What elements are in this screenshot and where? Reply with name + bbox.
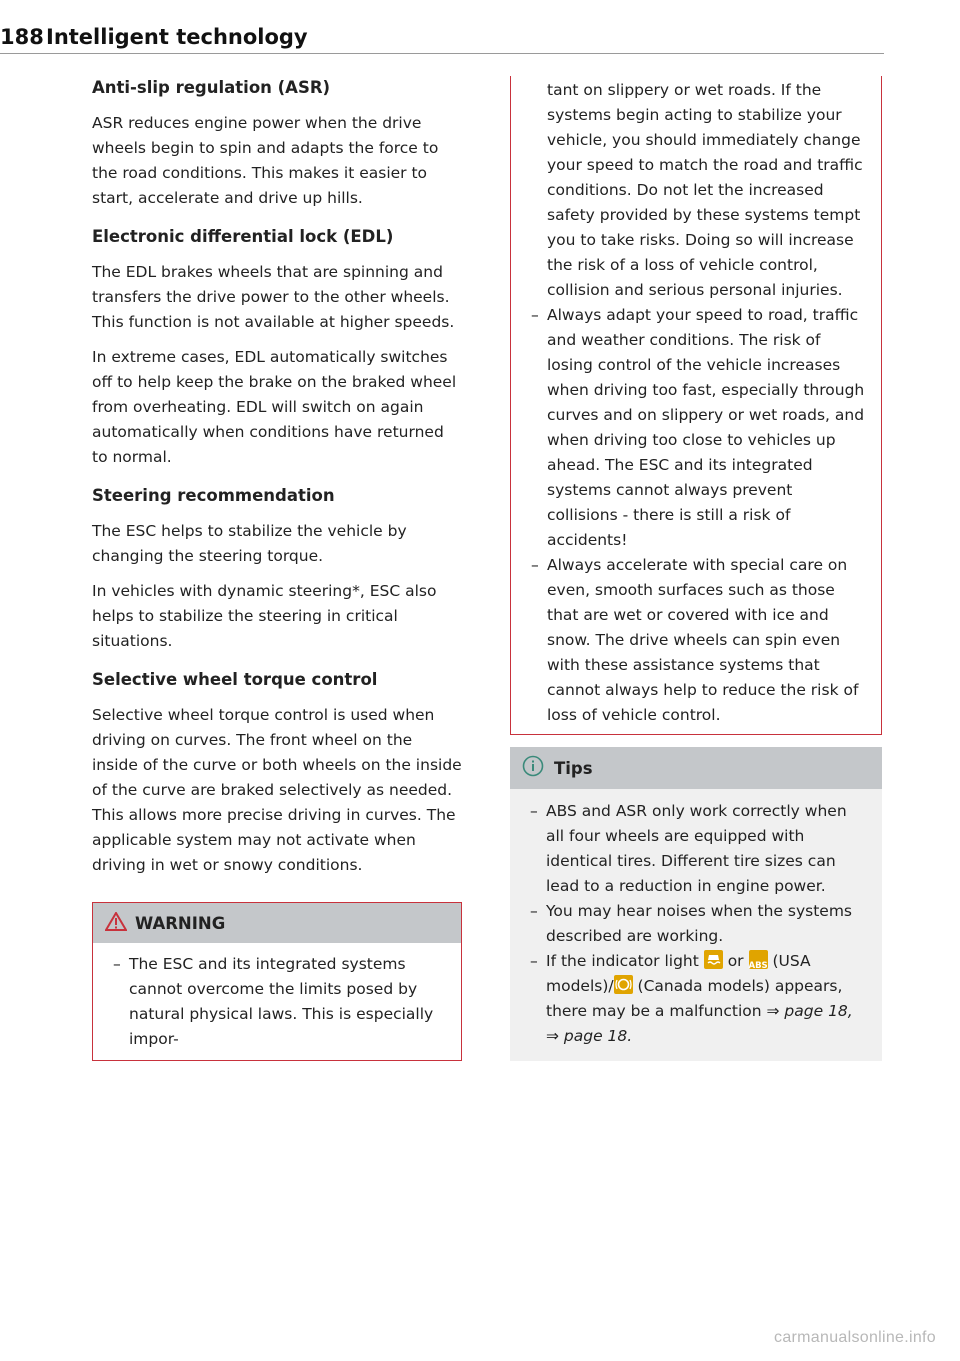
warning-item: – Always accelerate with special care on even, smooth surfaces such as those that are wet or covered with ice and snow. The drive wheels can spin even with these assistance systems that cannot always help to reduce the risk of loss of vehicle control. bbox=[525, 553, 867, 728]
tips-item: – You may hear noises when the systems described are working. bbox=[524, 899, 868, 949]
tips-body bbox=[510, 789, 882, 1061]
page-number: 188 bbox=[0, 25, 44, 49]
warning-header bbox=[93, 903, 461, 943]
torque-heading: Selective wheel torque control bbox=[92, 670, 378, 689]
tips-list bbox=[524, 799, 868, 1049]
chapter-title: Intelligent technology bbox=[46, 25, 308, 49]
edl-heading: Electronic differential lock (EDL) bbox=[92, 227, 394, 246]
tips-item: – If the indicator light or ABS (USA models)/ (Canada models) appears, there may be a malfunction ⇒ page 18, ⇒ page 18. bbox=[524, 949, 868, 1049]
page-link[interactable]: ⇒ page 18, bbox=[766, 1002, 853, 1020]
abs-indicator-icon: ABS bbox=[749, 950, 768, 969]
steering-heading: Steering recommendation bbox=[92, 486, 335, 505]
tips-box bbox=[510, 747, 882, 1061]
watermark: carmanualsonline.info bbox=[774, 1329, 936, 1346]
edl-text-1: The EDL brakes wheels that are spinning and transfers the drive power to the other wheels. This function is not available at higher speeds. bbox=[92, 263, 455, 331]
asr-heading: Anti-slip regulation (ASR) bbox=[92, 78, 331, 97]
info-icon bbox=[522, 755, 544, 781]
page-link[interactable]: ⇒ page 18. bbox=[546, 1027, 633, 1045]
warning-title: WARNING bbox=[135, 913, 226, 933]
warning-item: – Always adapt your speed to road, traffic and weather conditions. The risk of losing control of the vehicle increases when driving too fast, especially through curves and on slippery or wet roads, and when driving too close to vehicles up ahead. The ESC and its integrated systems cannot always prevent collisions - there is still a risk of accidents! bbox=[525, 303, 867, 553]
torque-text: Selective wheel torque control is used when driving on curves. The front wheel on the inside of the curve or both wheels on the inside of the curve are braked selectively as needed. This allows more precise driving in curves. The applicable system may not activate when driving in wet or snowy conditions. bbox=[92, 706, 462, 874]
warning-box bbox=[92, 902, 462, 1061]
edl-text-2: In extreme cases, EDL automatically switches off to help keep the brake on the braked wheel from overheating. EDL will switch on again automatically when conditions have returned to normal. bbox=[92, 348, 457, 466]
tips-title: Tips bbox=[554, 758, 593, 778]
warning-body bbox=[93, 943, 461, 1060]
warning-list-continued bbox=[525, 303, 867, 728]
esc-indicator-icon bbox=[704, 950, 723, 969]
warning-item-continued: tant on slippery or wet roads. If the systems begin acting to stabilize your vehicle, you should immediately change your speed to match the road and traffic conditions. Do not let the increased safety provided by these systems tempt you to take risks. Doing so will increase the risk of a loss of vehicle control, collision and serious personal injuries. bbox=[547, 81, 863, 299]
header-divider bbox=[0, 53, 884, 54]
warning-list bbox=[107, 952, 447, 1052]
warning-item: – The ESC and its integrated systems cannot overcome the limits posed by natural physical laws. This is especially impor- bbox=[107, 952, 447, 1052]
abs-canada-indicator-icon bbox=[614, 975, 633, 994]
steering-text-2: In vehicles with dynamic steering*, ESC also helps to stabilize the steering in critical situations. bbox=[92, 582, 437, 650]
warning-box-continued bbox=[510, 76, 882, 735]
warning-triangle-icon bbox=[105, 912, 127, 935]
tips-header bbox=[510, 747, 882, 789]
right-column bbox=[510, 76, 882, 1061]
steering-text-1: The ESC helps to stabilize the vehicle by changing the steering torque. bbox=[92, 522, 407, 565]
asr-text: ASR reduces engine power when the drive wheels begin to spin and adapts the force to the road conditions. This makes it easier to start, accelerate and drive up hills. bbox=[92, 114, 439, 207]
page-header bbox=[0, 25, 884, 55]
left-column bbox=[92, 76, 462, 1061]
tips-item: – ABS and ASR only work correctly when all four wheels are equipped with identical tires. Different tire sizes can lead to a reduction in engine power. bbox=[524, 799, 868, 899]
